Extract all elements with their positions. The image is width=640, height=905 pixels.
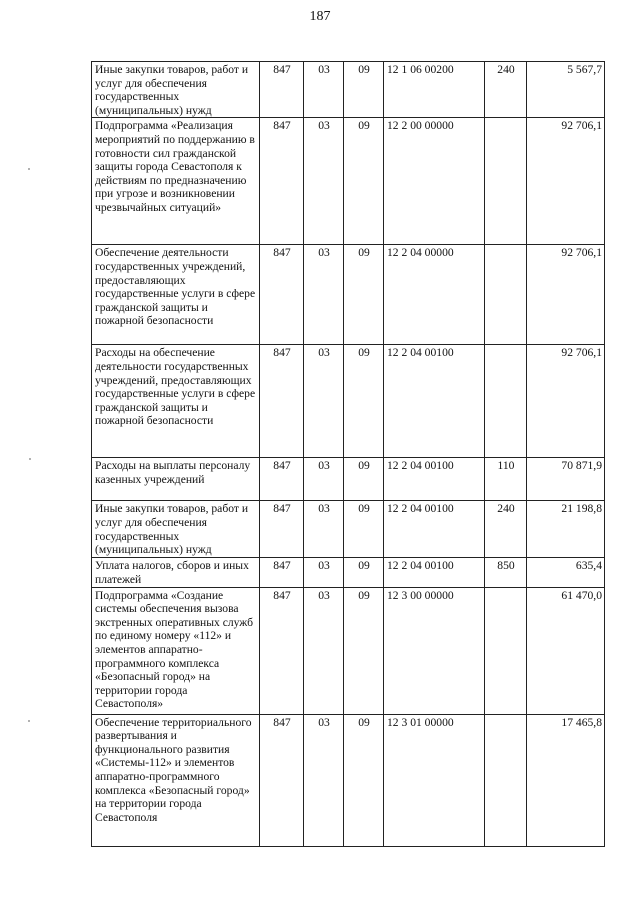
row-amount: 92 706,1 [527,118,605,245]
row-classifier: 12 1 06 00200 [384,62,485,118]
row-subsection: 09 [344,345,384,458]
row-classifier: 12 3 00 00000 [384,587,485,714]
row-name: Обеспечение деятельности государственных учреждений, предоставляющих государственные услуги в сфере гражданской защиты и пожарной безопасности [92,245,260,345]
row-type: 850 [485,558,527,587]
row-name: Иные закупки товаров, работ и услуг для обеспечения государственных (муниципальных) нужд [92,501,260,558]
table-row [92,118,605,245]
row-code: 847 [260,458,304,501]
row-section: 03 [304,587,344,714]
row-section: 03 [304,501,344,558]
row-code: 847 [260,714,304,846]
row-section: 03 [304,558,344,587]
row-name: Расходы на обеспечение деятельности государственных учреждений, предоставляющих государственные услуги в сфере гражданской защиты и пожарной безопасности [92,345,260,458]
row-classifier: 12 2 04 00100 [384,345,485,458]
table-row [92,345,605,458]
row-code: 847 [260,587,304,714]
row-subsection: 09 [344,501,384,558]
row-section: 03 [304,458,344,501]
row-subsection: 09 [344,458,384,501]
scan-speck [29,458,31,460]
row-amount: 5 567,7 [527,62,605,118]
row-type [485,345,527,458]
table-row [92,458,605,501]
row-subsection: 09 [344,245,384,345]
row-code: 847 [260,245,304,345]
table-row [92,558,605,587]
row-section: 03 [304,245,344,345]
row-type: 240 [485,501,527,558]
row-classifier: 12 2 04 00000 [384,245,485,345]
row-name: Уплата налогов, сборов и иных платежей [92,558,260,587]
row-classifier: 12 3 01 00000 [384,714,485,846]
row-section: 03 [304,714,344,846]
row-name: Иные закупки товаров, работ и услуг для обеспечения государственных (муниципальных) нужд [92,62,260,118]
row-subsection: 09 [344,62,384,118]
table-row [92,587,605,714]
row-amount: 17 465,8 [527,714,605,846]
table-row [92,501,605,558]
page-number: 187 [309,9,331,24]
row-type: 240 [485,62,527,118]
table-row [92,245,605,345]
scan-speck [28,720,30,722]
row-code: 847 [260,118,304,245]
row-section: 03 [304,118,344,245]
row-name: Расходы на выплаты персоналу казенных учреждений [92,458,260,501]
row-type [485,118,527,245]
table-row [92,62,605,118]
row-amount: 635,4 [527,558,605,587]
row-amount: 70 871,9 [527,458,605,501]
row-subsection: 09 [344,714,384,846]
row-type [485,245,527,345]
row-classifier: 12 2 00 00000 [384,118,485,245]
row-classifier: 12 2 04 00100 [384,558,485,587]
row-subsection: 09 [344,587,384,714]
row-classifier: 12 2 04 00100 [384,458,485,501]
row-code: 847 [260,501,304,558]
row-subsection: 09 [344,118,384,245]
row-name: Подпрограмма «Создание системы обеспечения вызова экстренных оперативных служб по единому номеру «112» и элементов аппаратно-программного комплекса «Безопасный город» на территории города Севастополя» [92,587,260,714]
row-name: Подпрограмма «Реализация мероприятий по поддержанию в готовности сил гражданской защиты города Севастополя к действиям по предназначению при угрозе и возникновении чрезвычайных ситуаций» [92,118,260,245]
row-code: 847 [260,558,304,587]
row-amount: 21 198,8 [527,501,605,558]
row-code: 847 [260,345,304,458]
row-section: 03 [304,345,344,458]
row-type: 110 [485,458,527,501]
row-amount: 92 706,1 [527,245,605,345]
scan-speck [28,168,30,170]
row-classifier: 12 2 04 00100 [384,501,485,558]
row-code: 847 [260,62,304,118]
row-subsection: 09 [344,558,384,587]
row-amount: 61 470,0 [527,587,605,714]
table-row [92,714,605,846]
budget-table [91,61,605,847]
row-type [485,587,527,714]
row-name: Обеспечение территориального развертывания и функционального развития «Системы-112» и элементов аппаратно-программного комплекса «Безопасный город» на территории города Севастополя [92,714,260,846]
row-amount: 92 706,1 [527,345,605,458]
row-type [485,714,527,846]
row-section: 03 [304,62,344,118]
